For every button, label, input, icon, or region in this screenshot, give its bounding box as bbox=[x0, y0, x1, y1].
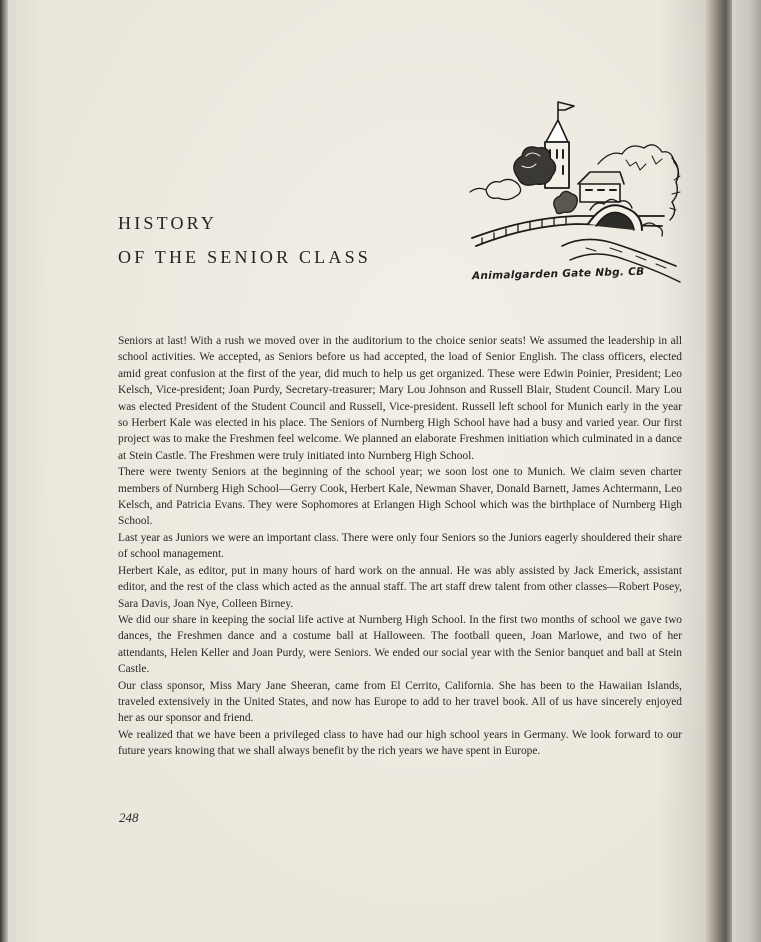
paragraph-social-life: We did our share in keeping the social life active at Nurnberg High School. In the first two months of school we gave two dances, the Freshmen dance and a costume ball at Halloween. The football queen, Joan Marlowe, and two of her attendants, Helen Keller and Joan Purdy, were Seniors. We ended our social year with the Senior banquet and ball at Stein Castle. bbox=[118, 613, 682, 676]
paragraph-closing: We realized that we have been a privileged class to have had our high school years in Germany. We look forward to our future years knowing that we shall always benefit by the rich years we have spent in Europe. bbox=[118, 728, 682, 758]
paragraph-intro: Seniors at last! With a rush we moved over in the auditorium to the choice senior seats! We assumed the leadership in all school activities. We accepted, as Seniors before us had accepted, the load of Senior English. The class officers, elected amid great confusion at the first of the year, did much to help us get organized. These were Edwin Poinier, President; Leo Kelsch, Vice-president; Joan Purdy, Secretary-treasurer; Mary Lou Johnson and Russell Blair, Student Council. Mary Lou was elected President of the Student Council and Russell, Vice-president. Russell left school for Munich early in the year so Herbert Kale was elected in his place. The Seniors of Nurnberg High School have had a busy and varied year. Our first project was to make the Freshmen feel welcome. We planned an elaborate Freshmen initiation which culminated in a dance at Stein Castle. The Freshmen were truly initiated into Nurnberg High School. bbox=[118, 335, 682, 462]
castle-gate-sketch-icon bbox=[466, 98, 692, 294]
paragraph-class-sponsor: Our class sponsor, Miss Mary Jane Sheeran, came from El Cerrito, California. She has been to the Hawaiian Islands, traveled extensively in the United States, and now has Europe to add to her travel book. All of us have sincerely enjoyed her as our sponsor and friend. bbox=[118, 679, 682, 725]
page-binding-shadow bbox=[706, 0, 734, 942]
article-body bbox=[118, 333, 682, 760]
paragraph-junior-year: Last year as Juniors we were an important class. There were only four Seniors so the Juniors eagerly shouldered their share of school management. bbox=[118, 531, 682, 561]
page-title bbox=[118, 212, 371, 268]
paragraph-annual-staff: Herbert Kale, as editor, put in many hours of hard work on the annual. He was ably assisted by Jack Emerick, assistant editor, and the rest of the class which acted as the annual staff. The art staff drew talent from other classes—Robert Posey, Sara Davis, Joan Nye, Colleen Birney. bbox=[118, 564, 682, 610]
title-line-history: HISTORY bbox=[118, 213, 218, 233]
page-number: 248 bbox=[119, 810, 139, 825]
illustration-caption: Animalgarden Gate Nbg. CB bbox=[471, 265, 645, 283]
title-line-senior-class: OF THE SENIOR CLASS bbox=[118, 247, 371, 267]
paragraph-charter-members: There were twenty Seniors at the beginning of the school year; we soon lost one to Munich. We claim seven charter members of Nurnberg High School—Gerry Cook, Herbert Kale, Newman Shaver, Donald Barnett, James Achtermann, Leo Kelsch, and Patricia Evans. They were Sophomores at Erlangen High School which was the birthplace of Nurnberg High School. bbox=[118, 466, 682, 528]
facing-page-edge bbox=[732, 0, 761, 942]
